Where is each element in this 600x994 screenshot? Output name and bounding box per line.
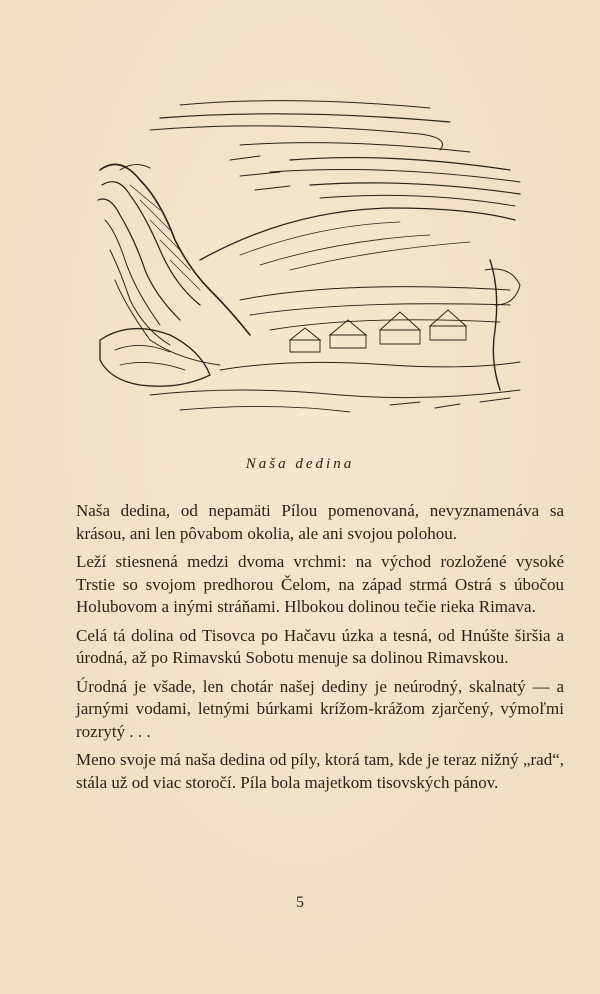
paragraph: Celá tá dolina od Tisovca po Hačavu úzka a tesná, od Hnúšte širšia a úrodná, až po Rimavskú Sobotu menuje sa dolinou Rimavskou. — [76, 625, 564, 667]
paragraph: Leží stiesnená medzi dvoma vrchmi: na východ rozložené vysoké Trstie so svojom predhorou Čelom, na západ strmá Ostrá s úbočou Holubovom a inými stráňami. Hlbokou dolinou tečie rieka Rimava. — [76, 552, 564, 616]
page-number: 5 — [296, 894, 304, 911]
village-landscape-illustration — [90, 90, 530, 430]
chapter-text — [76, 500, 564, 800]
illustration-caption: Naša dedina — [245, 456, 355, 472]
paragraph: Naša dedina, od nepamäti Pílou pomenovaná, nevyznamenáva sa krásou, ani len pôvabom okolia, ale ani svojou polohou. — [76, 501, 564, 543]
ink-sketch — [90, 90, 530, 430]
paragraph: Úrodná je všade, len chotár našej dediny je neúrodný, skalnatý — a jarnými vodami, letnými búrkami krížom-krážom zjarčený, výmoľmi rozrytý . . . — [76, 676, 564, 741]
paragraph: Meno svoje má naša dedina od píly, ktorá tam, kde je teraz nižný „rad“, stála už od viac storočí. Píla bola majetkom tisovských pánov. — [76, 750, 564, 792]
